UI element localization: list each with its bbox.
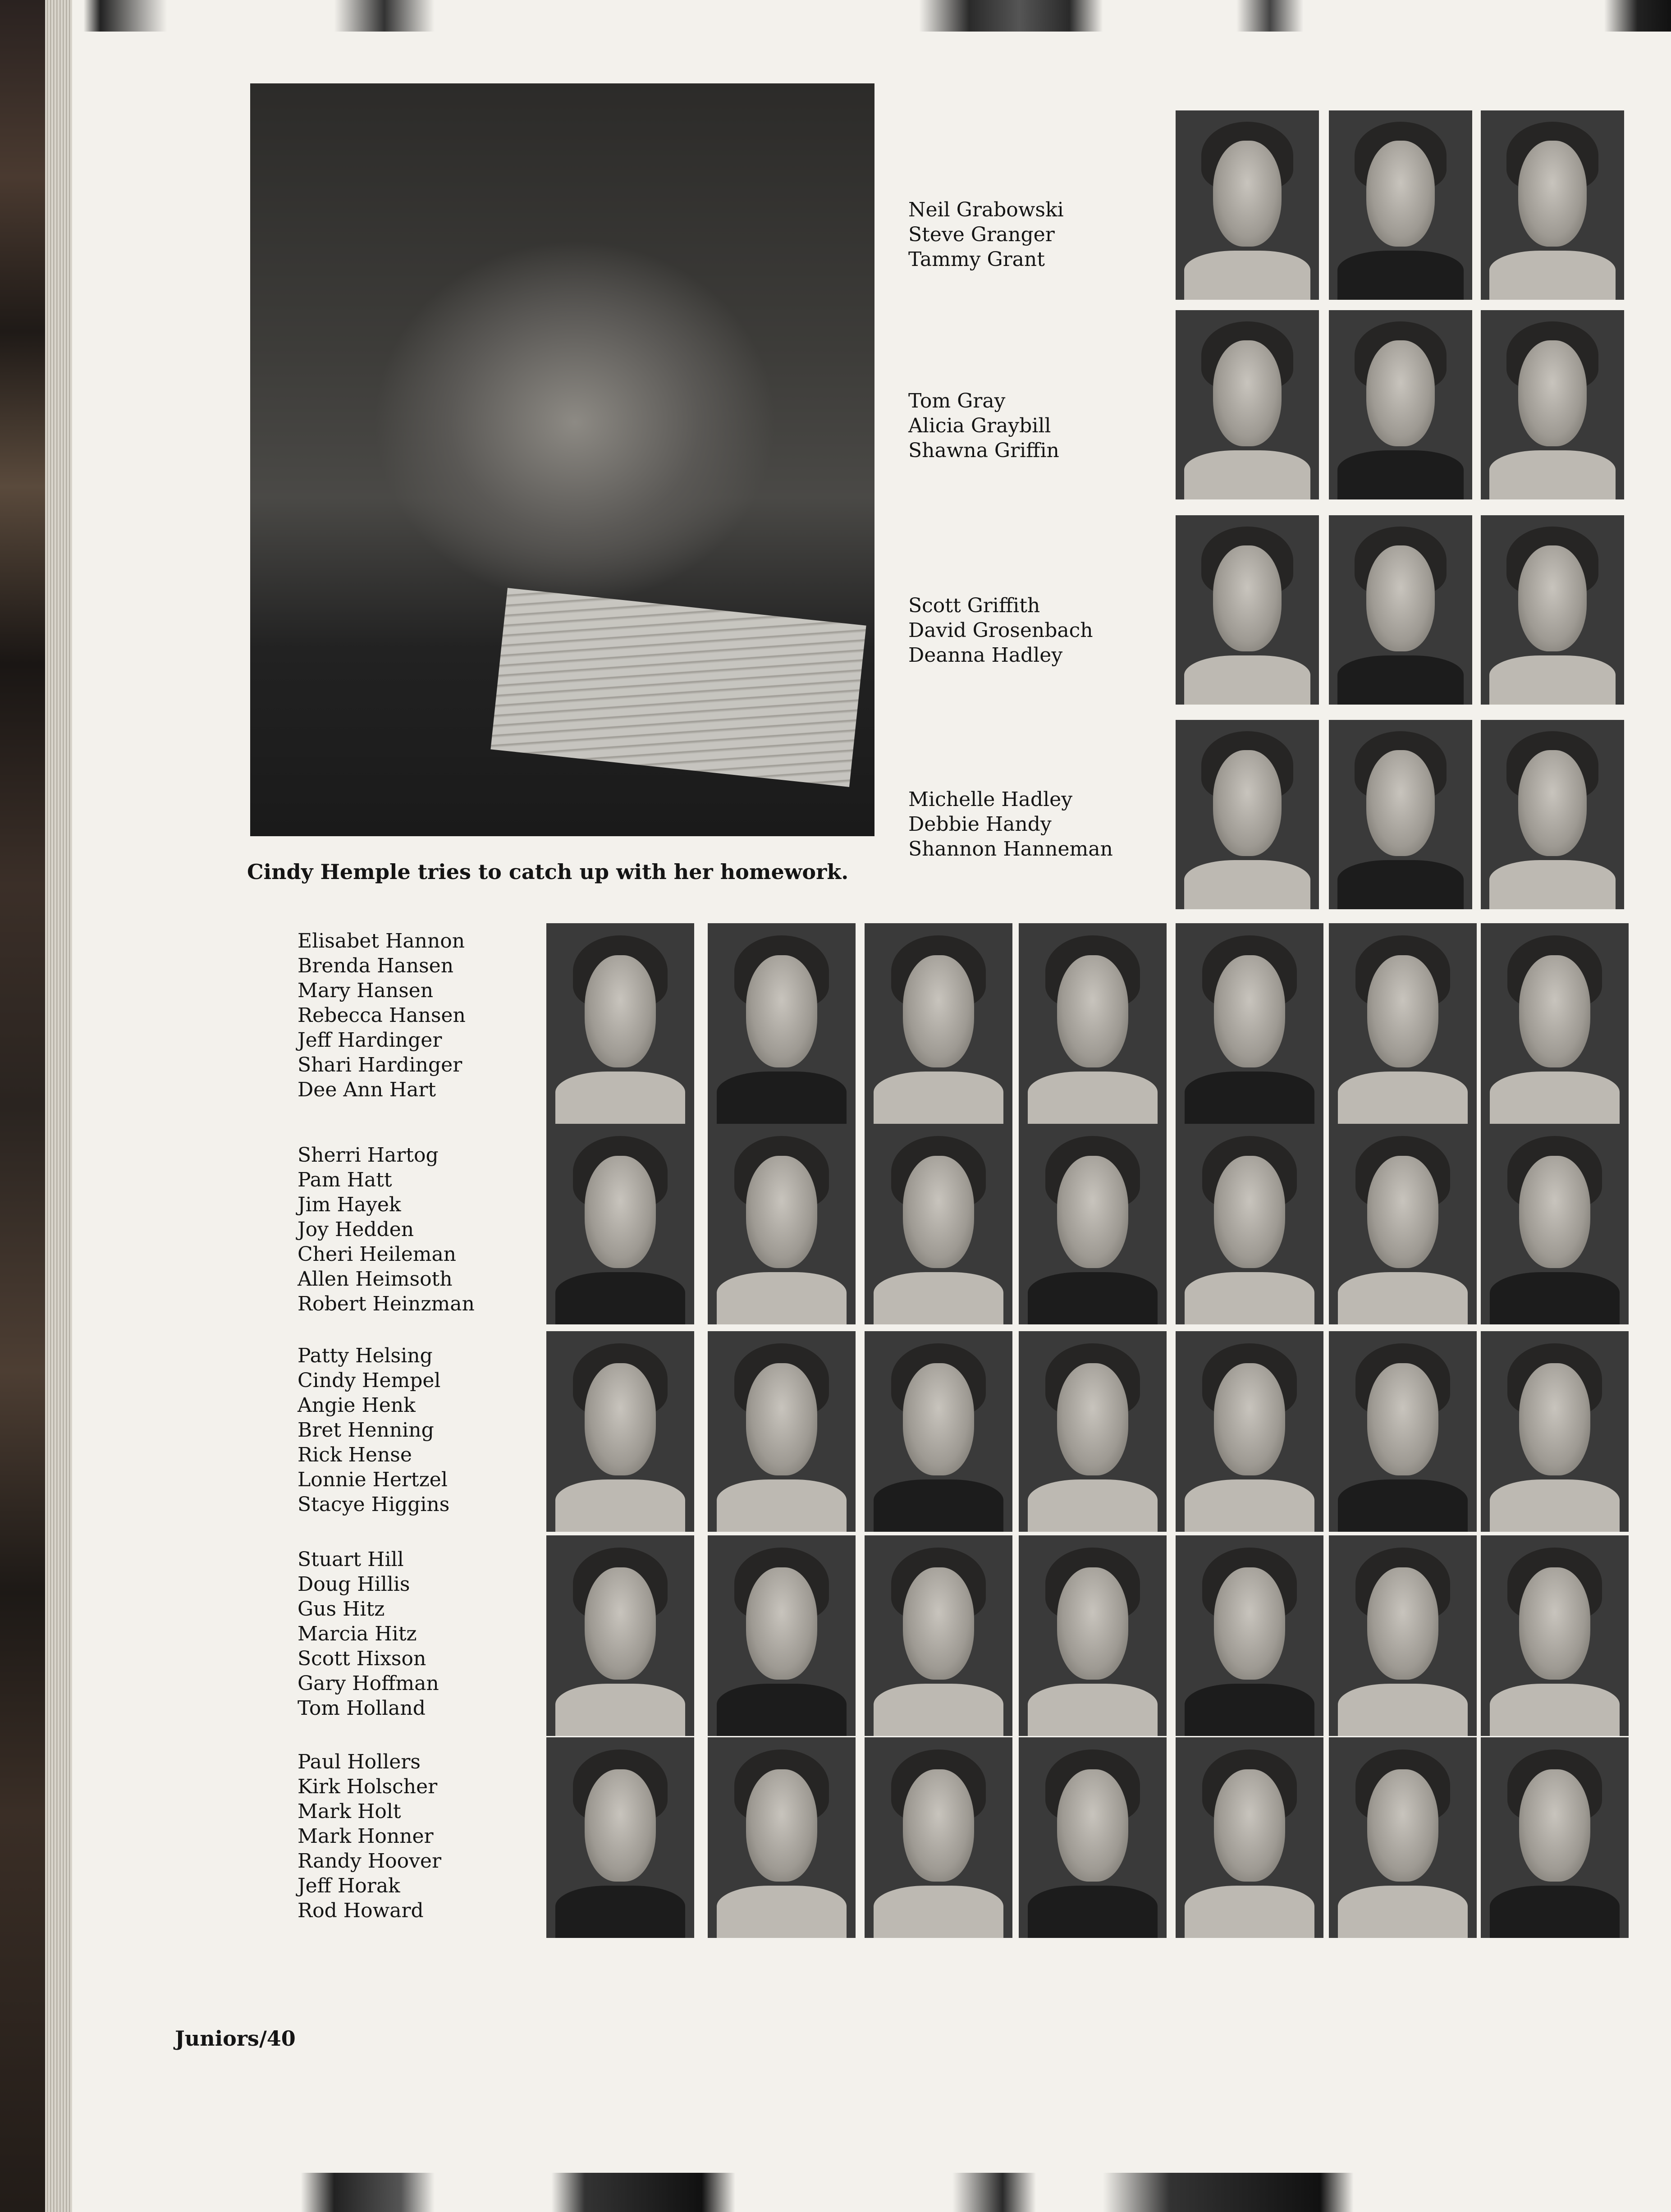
student-portrait [1329,720,1472,909]
portrait-shirt [874,1072,1004,1124]
student-name: Cheri Heileman [298,1243,457,1266]
student-portrait [865,1535,1012,1736]
student-portrait [708,1535,856,1736]
student-portrait [1019,1124,1167,1324]
student-name: Jeff Hardinger [298,1029,442,1052]
student-name: Dee Ann Hart [298,1078,436,1101]
student-name: Jeff Horak [298,1874,400,1897]
portrait-face [903,1363,974,1475]
student-name: Mary Hansen [298,979,434,1002]
student-portrait [1176,1535,1323,1736]
student-portrait [1481,310,1624,499]
portrait-shirt [1489,251,1616,300]
student-name: Sherri Hartog [298,1144,439,1167]
portrait-shirt [1028,1479,1158,1532]
portrait-face [1366,545,1435,651]
student-name: Rod Howard [298,1899,424,1922]
portrait-face [585,1156,655,1268]
portrait-face [585,955,655,1067]
student-name: Debbie Handy [908,813,1052,836]
portrait-face [1519,1769,1590,1882]
name-list [908,787,1113,861]
name-list [908,197,1064,272]
portrait-shirt [1337,860,1464,909]
portrait-shirt [1337,251,1464,300]
portrait-face [746,955,817,1067]
student-name: Cindy Hempel [298,1369,441,1392]
portrait-shirt [1184,655,1310,705]
portrait-shirt [1028,1272,1158,1324]
student-portrait [708,1737,856,1938]
portrait-shirt [1338,1886,1468,1938]
portrait-face [1057,1769,1128,1882]
portrait-face [903,1567,974,1680]
student-name: Shannon Hanneman [908,838,1113,861]
portrait-face [1057,1156,1128,1268]
student-name: Scott Hixson [298,1647,426,1670]
student-portrait [1176,515,1319,705]
student-portrait [1176,923,1323,1124]
student-name: Mark Honner [298,1825,434,1848]
portrait-face [1214,955,1285,1067]
student-name: Doug Hillis [298,1573,410,1596]
portrait-shirt [1490,1684,1620,1736]
student-portrait [1176,1124,1323,1324]
portrait-face [903,1769,974,1882]
student-portrait [1481,720,1624,909]
student-portrait [1481,1331,1629,1532]
student-portrait [1176,1737,1323,1938]
name-list [298,1749,441,1923]
portrait-shirt [717,1684,847,1736]
student-portrait [546,1737,694,1938]
portrait-shirt [717,1886,847,1938]
homework-photo [250,83,874,836]
portrait-face [746,1769,817,1882]
student-portrait [1176,110,1319,300]
student-name: Angie Henk [298,1394,416,1417]
portrait-face [1519,955,1590,1067]
student-portrait [1019,1737,1167,1938]
student-name: Patty Helsing [298,1344,433,1367]
photo-caption: Cindy Hemple tries to catch up with her homework. [247,860,849,884]
portrait-shirt [1185,1072,1315,1124]
student-name: Randy Hoover [298,1850,441,1873]
portrait-shirt [555,1886,686,1938]
portrait-shirt [1338,1072,1468,1124]
student-name: Joy Hedden [298,1218,414,1241]
student-portrait [1481,110,1624,300]
student-portrait [1481,1535,1629,1736]
student-portrait [1329,110,1472,300]
portrait-shirt [874,1479,1004,1532]
papers-on-desk [490,588,866,787]
portrait-face [1214,1363,1285,1475]
student-portrait [1329,310,1472,499]
student-portrait [1329,1737,1477,1938]
portrait-face [1366,141,1435,247]
portrait-face [1214,1567,1285,1680]
portrait-shirt [1490,1479,1620,1532]
student-portrait [1329,515,1472,705]
portrait-shirt [874,1684,1004,1736]
student-name: Bret Henning [298,1419,434,1442]
student-name: Alicia Graybill [908,414,1051,437]
student-name: Neil Grabowski [908,198,1064,221]
name-list [908,389,1059,463]
portrait-face [1518,750,1587,856]
portrait-shirt [1337,655,1464,705]
student-name: Mark Holt [298,1800,401,1823]
page-stack-edge [45,0,72,2212]
portrait-shirt [874,1272,1004,1324]
name-list [298,1143,475,1316]
student-name: Stacye Higgins [298,1493,450,1516]
portrait-face [1366,750,1435,856]
portrait-face [903,1156,974,1268]
student-name: Deanna Hadley [908,644,1063,667]
portrait-shirt [1028,1072,1158,1124]
portrait-face [1519,1363,1590,1475]
student-portrait [546,1124,694,1324]
student-portrait [1329,1331,1477,1532]
page-folio: Juniors/40 [175,2026,296,2051]
student-portrait [1329,1124,1477,1324]
student-portrait [1481,923,1629,1124]
student-name: Shawna Griffin [908,439,1059,462]
portrait-shirt [717,1272,847,1324]
portrait-shirt [717,1072,847,1124]
name-list [908,593,1093,668]
student-portrait [708,923,856,1124]
portrait-shirt [1184,450,1310,499]
portrait-face [1213,750,1282,856]
portrait-shirt [1338,1479,1468,1532]
portrait-shirt [555,1072,686,1124]
portrait-shirt [1338,1684,1468,1736]
student-name: Shari Hardinger [298,1053,462,1076]
portrait-shirt [1490,1886,1620,1938]
portrait-face [1057,1363,1128,1475]
student-name: Marcia Hitz [298,1622,417,1645]
portrait-face [1057,955,1128,1067]
student-name: Robert Heinzman [298,1292,475,1315]
portrait-face [1367,1769,1438,1882]
portrait-face [585,1363,655,1475]
student-portrait [1176,310,1319,499]
portrait-face [1367,1363,1438,1475]
student-portrait [546,1535,694,1736]
portrait-face [746,1567,817,1680]
portrait-face [1366,340,1435,446]
student-name: Brenda Hansen [298,954,454,977]
portrait-face [1367,1156,1438,1268]
student-portrait [546,1331,694,1532]
portrait-face [1214,1156,1285,1268]
student-name: Allen Heimsoth [298,1268,453,1291]
portrait-shirt [1028,1684,1158,1736]
student-name: Kirk Holscher [298,1775,438,1798]
student-portrait [1329,923,1477,1124]
portrait-shirt [1185,1886,1315,1938]
student-portrait [708,1124,856,1324]
student-name: Michelle Hadley [908,788,1073,811]
portrait-face [585,1567,655,1680]
portrait-shirt [555,1479,686,1532]
portrait-shirt [1490,1272,1620,1324]
student-portrait [1481,1737,1629,1938]
portrait-face [1518,545,1587,651]
portrait-shirt [1490,1072,1620,1124]
portrait-shirt [1184,860,1310,909]
portrait-shirt [1489,860,1616,909]
portrait-face [1057,1567,1128,1680]
student-portrait [865,1124,1012,1324]
student-name: Gus Hitz [298,1598,385,1621]
student-portrait [1019,1331,1167,1532]
portrait-face [585,1769,655,1882]
student-name: Lonnie Hertzel [298,1468,448,1491]
portrait-face [746,1363,817,1475]
portrait-shirt [1338,1272,1468,1324]
student-name: Jim Hayek [298,1193,401,1216]
student-name: Steve Granger [908,223,1055,246]
portrait-face [1519,1156,1590,1268]
student-name: Paul Hollers [298,1750,421,1773]
portrait-shirt [1185,1272,1315,1324]
portrait-face [1213,340,1282,446]
student-name: Scott Griffith [908,594,1040,617]
portrait-shirt [1489,655,1616,705]
portrait-shirt [1184,251,1310,300]
student-portrait [865,1331,1012,1532]
student-name: Rick Hense [298,1443,412,1466]
portrait-shirt [555,1272,686,1324]
student-name: Tom Gray [908,389,1006,412]
portrait-face [1367,955,1438,1067]
student-portrait [1176,1331,1323,1532]
student-portrait [546,923,694,1124]
name-list [298,929,466,1102]
portrait-face [1518,141,1587,247]
student-portrait [1481,1124,1629,1324]
portrait-face [746,1156,817,1268]
student-name: Tammy Grant [908,248,1045,271]
portrait-shirt [1337,450,1464,499]
student-name: Tom Holland [298,1697,426,1720]
student-portrait [1019,1535,1167,1736]
portrait-face [1518,340,1587,446]
student-portrait [865,923,1012,1124]
portrait-face [903,955,974,1067]
portrait-face [1213,545,1282,651]
student-name: Pam Hatt [298,1168,392,1191]
portrait-shirt [555,1684,686,1736]
portrait-shirt [1489,450,1616,499]
student-portrait [708,1331,856,1532]
student-portrait [1019,923,1167,1124]
student-name: David Grosenbach [908,619,1093,642]
portrait-shirt [1185,1479,1315,1532]
student-portrait [1329,1535,1477,1736]
page-bottom-edge [0,2173,1671,2212]
page-top-edge [0,0,1671,32]
portrait-shirt [1028,1886,1158,1938]
student-name: Rebecca Hansen [298,1004,466,1027]
student-name: Stuart Hill [298,1548,404,1571]
portrait-face [1214,1769,1285,1882]
portrait-shirt [874,1886,1004,1938]
portrait-face [1519,1567,1590,1680]
student-portrait [1176,720,1319,909]
student-portrait [865,1737,1012,1938]
portrait-face [1213,141,1282,247]
name-list [298,1343,449,1517]
student-name: Gary Hoffman [298,1672,439,1695]
name-list [298,1547,439,1721]
student-portrait [1481,515,1624,705]
student-name: Elisabet Hannon [298,930,465,953]
portrait-shirt [717,1479,847,1532]
portrait-shirt [1185,1684,1315,1736]
portrait-face [1367,1567,1438,1680]
